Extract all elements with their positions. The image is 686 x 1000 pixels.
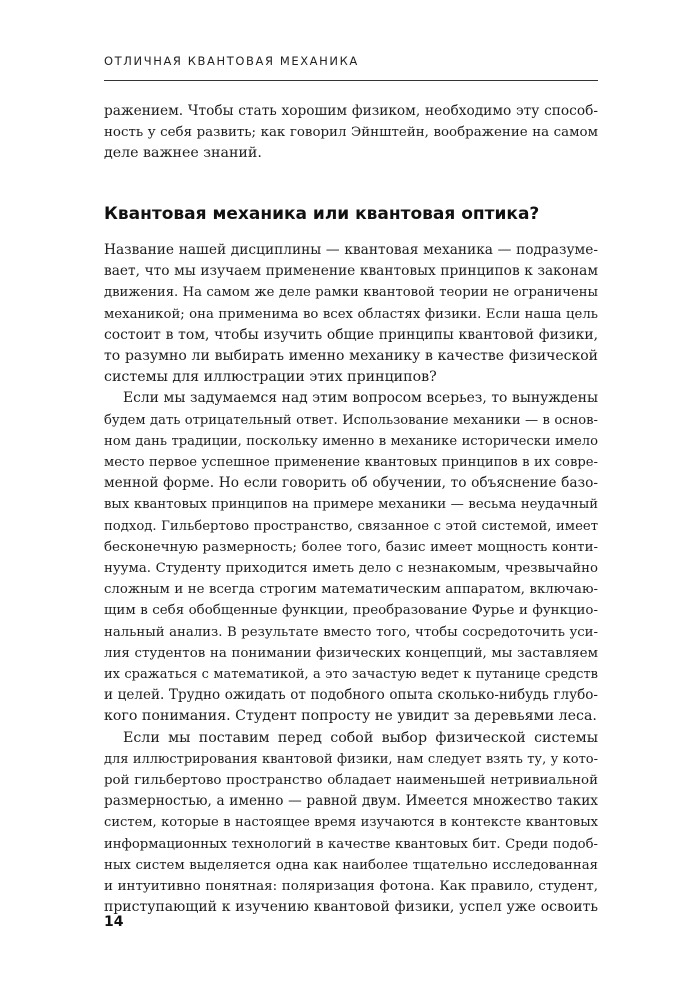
text-line: нуума. Студенту приходится иметь дело с незнакомым, чрезвычайно [104, 561, 598, 577]
text-line: место первое успешное применение квантовых принципов в их совре- [104, 455, 598, 471]
text-line: приступающий к изучению квантовой физики, успел уже освоить [104, 899, 598, 916]
header-rule [104, 80, 598, 81]
running-head: ОТЛИЧНАЯ КВАНТОВАЯ МЕХАНИКА [104, 54, 359, 68]
text-line: ность у себя развить; как говорил Эйнштейн, воображение на самом [104, 125, 598, 141]
text-line: Если мы задумаемся над этим вопросом всерьез, то вынуждены [123, 390, 598, 407]
text-line: систем, которые в настоящее время изучаются в контексте квантовых [104, 815, 598, 831]
text-line: сложным и не всегда строгим математическим аппаратом, включаю- [104, 582, 598, 598]
text-line: ражением. Чтобы стать хорошим физиком, необходимо эту способ- [104, 103, 598, 119]
text-line: механикой; она применима во всех областях физики. Если наша цель [104, 306, 598, 322]
paragraph-1 [104, 240, 598, 388]
text-line: кого понимания. Студент попросту не увидит за деревьями леса. [104, 708, 597, 725]
intro-paragraph [104, 101, 598, 165]
text-line: рой гильбертово пространство обладает наименьшей нетривиальной [104, 773, 598, 789]
text-line: Если мы поставим перед собой выбор физической системы [123, 729, 598, 746]
section-heading: Квантовая механика или квантовая оптика? [104, 204, 540, 224]
body-text [104, 240, 598, 919]
text-line: для иллюстрирования квантовой физики, нам следует взять ту, у кото- [104, 751, 598, 767]
text-line: Название нашей дисциплины — квантовая механика — подразуме- [104, 242, 598, 258]
text-line: будем дать отрицательный ответ. Использование механики — в основ- [104, 412, 598, 428]
text-line: размерностью, а именно — равной двум. Имеется множество таких [104, 793, 598, 810]
text-line: вых квантовых принципов на примере механики — весьма неудачный [104, 497, 598, 513]
text-line: нальный анализ. В результате вместо того, чтобы сосредоточить уси- [104, 624, 598, 640]
text-line: вает, что мы изучаем применение квантовых принципов к законам [104, 263, 598, 280]
text-line: деле важнее знаний. [104, 145, 262, 162]
paragraph-3 [104, 728, 598, 919]
text-line: информационных технологий в качестве квантовых бит. Среди подоб- [104, 836, 598, 852]
text-line: лия студентов на понимании физических концепций, мы заставляем [104, 645, 598, 661]
text-line: и целей. Трудно ожидать от подобного опыта сколько-нибудь глубо- [104, 687, 598, 704]
text-line: ных систем выделяется одна как наиболее тщательно исследованная [104, 857, 598, 873]
text-line: щим в себя обобщенные функции, преобразование Фурье и функцио- [104, 603, 598, 619]
page-number: 14 [104, 914, 124, 930]
text-line: менной форме. Но если говорить об обучении, то объяснение базо- [104, 475, 598, 492]
text-line: состоит в том, чтобы изучить общие принципы квантовой физики, [104, 326, 598, 343]
text-line: их сражаться с математикой, а это зачастую ведет к путанице средств [104, 667, 598, 683]
text-line: ном дань традиции, поскольку именно в механике исторически имело [104, 433, 598, 449]
paragraph-2 [104, 388, 598, 727]
text-line: движения. На самом же деле рамки квантовой теории не ограничены [104, 285, 598, 301]
text-line: то разумно ли выбирать именно механику в качестве физической [104, 348, 598, 365]
text-line: системы для иллюстрации этих принципов? [104, 369, 437, 386]
text-line: подход. Гильбертово пространство, связанное с этой системой, имеет [104, 518, 598, 534]
text-line: и интуитивно понятная: поляризация фотона. Как правило, студент, [104, 879, 598, 895]
text-line: бесконечную размерность; более того, базис имеет мощность конти- [104, 539, 598, 555]
